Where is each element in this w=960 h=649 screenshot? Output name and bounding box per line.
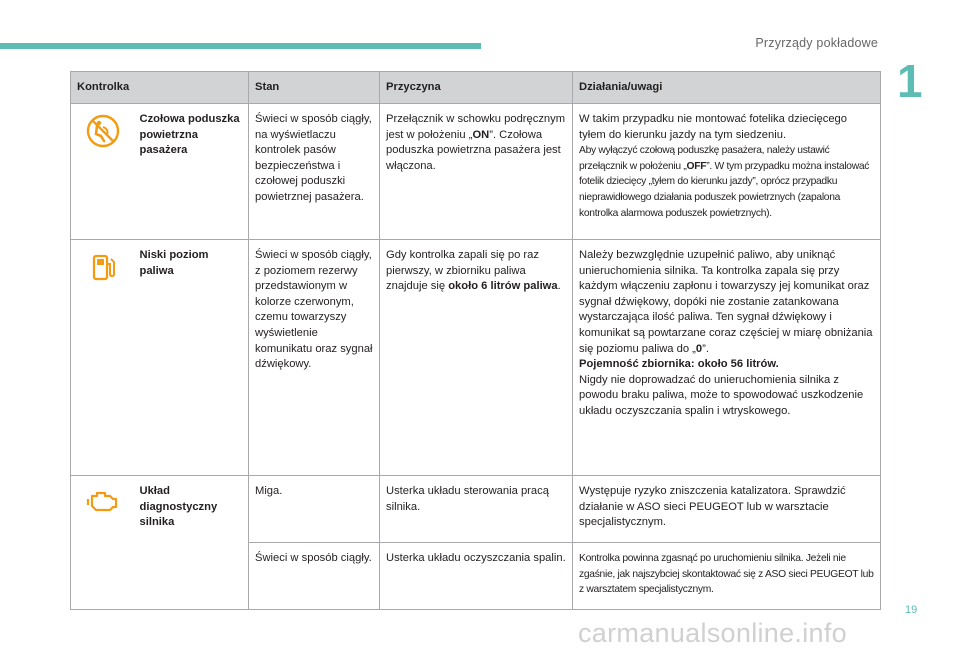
table-row [71, 476, 881, 543]
header-przyczyna: Przyczyna [380, 72, 573, 104]
icon-cell [71, 104, 136, 240]
action-cell: Należy bezwzględnie uzupełnić paliwo, aby uniknąć unieruchomienia silnika. Ta kontrolka zapala się przy każdym włączeniu zapłonu i towarzyszy jej komunikat oraz sygnał dźwiękowy, dopóki nie zostanie zatankowana wystarczająca ilość paliwa. Ten sygnał dźwiękowy i komunikat są powtarzane coraz częściej w miarę obniżania się poziomu paliwa do „0”. Pojemność zbiornika: około 56 litrów. Nigdy nie doprowadzać do unieruchomienia silnika z powodu braku paliwa, może to spowodować uszkodzenie układu oczyszczania spalin i wtryskowego. [573, 240, 881, 476]
airbag-off-icon [86, 114, 120, 154]
top-accent-bar [0, 43, 481, 49]
chapter-number: 1 [897, 55, 923, 107]
header-kontrolka: Kontrolka [71, 72, 249, 104]
lamp-name: Układ diagnostyczny silnika [136, 476, 249, 610]
state-cell: Świeci w sposób ciągły. [249, 543, 380, 610]
lamp-name: Niski poziom paliwa [136, 240, 249, 476]
cause-cell: Usterka układu sterowania pracą silnika. [380, 476, 573, 543]
icon-cell [71, 476, 136, 610]
header-stan: Stan [249, 72, 380, 104]
watermark: carmanualsonline.info [578, 618, 847, 648]
cause-cell: Przełącznik w schowku podręcznym jest w położeniu „ON”. Czołowa poduszka powietrzna pasażera jest włączona. [380, 104, 573, 240]
lamp-name: Czołowa poduszka powietrzna pasażera [136, 104, 249, 240]
state-cell: Miga. [249, 476, 380, 543]
cause-cell: Gdy kontrolka zapali się po raz pierwszy, w zbiorniku paliwa znajduje się około 6 litrów paliwa. [380, 240, 573, 476]
state-cell: Świeci w sposób ciągły, z poziomem rezerwy przedstawionym w kolorze czerwonym, czemu towarzyszy wyświetlenie komunikatu oraz sygnał dźwiękowy. [249, 240, 380, 476]
cause-cell: Usterka układu oczyszczania spalin. [380, 543, 573, 610]
icon-cell [71, 240, 136, 476]
section-title: Przyrządy pokładowe [755, 36, 878, 50]
table-row [71, 104, 881, 240]
state-cell: Świeci w sposób ciągły, na wyświetlaczu kontrolek pasów bezpieczeństwa i czołowej poduszki powietrznej pasażera. [249, 104, 380, 240]
action-cell: Kontrolka powinna zgasnąć po uruchomieniu silnika. Jeżeli nie zgaśnie, jak najszybciej skontaktować się z ASO sieci PEUGEOT lub z warsztatem specjalistycznym. [573, 543, 881, 610]
action-cell: Występuje ryzyko zniszczenia katalizatora. Sprawdzić działanie w ASO sieci PEUGEOT lub w warsztacie specjalistycznym. [573, 476, 881, 543]
warning-lamps-table [70, 71, 881, 610]
table-header-row [71, 72, 881, 104]
header-dzialania: Działania/uwagi [573, 72, 881, 104]
table-row [71, 240, 881, 476]
page-number: 19 [905, 604, 918, 616]
action-cell: W takim przypadku nie montować fotelika dziecięcego tyłem do kierunku jazdy na tym siedzeniu. Aby wyłączyć czołową poduszkę pasażera, należy ustawić przełącznik w położeniu „OFF”. W tym przypadku można instalować fotelik dziecięcy „tyłem do kierunku jazdy”, oprócz przypadku nieprawidłowego działania poduszek powietrznych (zapalona kontrolka alarmowa poduszek powietrznych). [573, 104, 881, 240]
fuel-pump-icon [86, 250, 120, 290]
engine-check-icon [85, 486, 121, 522]
